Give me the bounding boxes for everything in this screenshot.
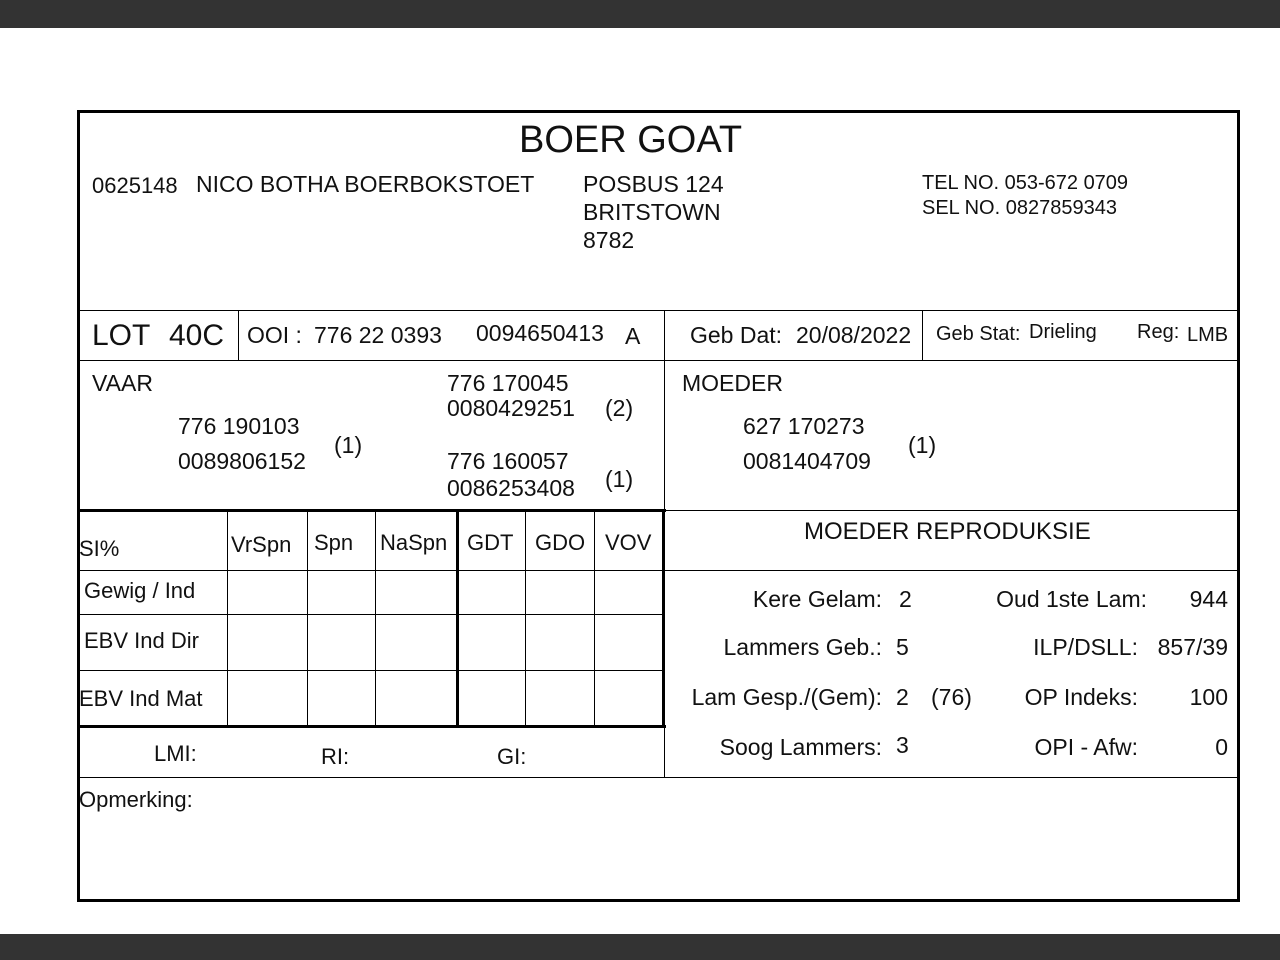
address-line-1: POSBUS 124 <box>583 171 724 197</box>
lam-gesp-label: Lam Gesp./(Gem): <box>691 684 882 710</box>
card-border-left <box>77 110 80 902</box>
breeder-code: 0625148 <box>92 173 178 198</box>
perf-col-header-gdo: GDO <box>535 530 586 555</box>
sire-dam-reg: 0086253408 <box>447 475 575 501</box>
geb-stat-label: Geb Stat: <box>936 323 1021 345</box>
kere-gelam-label: Kere Gelam: <box>752 586 882 612</box>
gi-label: GI: <box>497 744 527 769</box>
tel-number: TEL NO. 053-672 0709 <box>922 172 1129 194</box>
ilp-dsll-label: ILP/DSLL: <box>1033 634 1138 660</box>
vaar-label: VAAR <box>92 370 153 396</box>
sire-mark: (1) <box>334 432 363 458</box>
perf-row-1 <box>77 570 665 571</box>
repro-header-bottom <box>664 570 1240 571</box>
reg-value: LMB <box>1187 324 1229 346</box>
perf-table-mid-thick <box>456 509 459 728</box>
card-title: BOER GOAT <box>519 119 743 161</box>
address-line-2: BRITSTOWN <box>583 199 721 225</box>
lot-number: 40C <box>169 319 225 352</box>
ooi-grade: A <box>625 323 641 349</box>
perf-col-5 <box>525 510 526 727</box>
sire-dam-id: 776 160057 <box>447 448 569 474</box>
perf-col-header-spn: Spn <box>314 530 354 555</box>
dam-reg: 0081404709 <box>743 448 871 474</box>
perf-col-header-vrspn: VrSpn <box>231 532 292 557</box>
lam-gesp-value: 2 <box>896 684 909 710</box>
lammers-geb-value: 5 <box>896 634 909 660</box>
perf-table-bottom <box>77 725 666 728</box>
breeder-name: NICO BOTHA BOERBOKSTOET <box>196 171 535 197</box>
repro-header-top <box>664 510 1240 511</box>
op-indeks-label: OP Indeks: <box>1024 684 1138 710</box>
lot-row-top-line <box>77 310 1240 311</box>
opi-afw-label: OPI - Afw: <box>1034 734 1138 760</box>
perf-row-3 <box>77 670 665 671</box>
perf-col-header-vov: VOV <box>605 530 652 555</box>
opi-afw-value: 0 <box>1215 734 1228 760</box>
perf-col-2 <box>307 510 308 727</box>
perf-col-header-si: SI% <box>79 536 120 561</box>
geb-dat-value: 20/08/2022 <box>796 322 912 348</box>
remarks-label: Opmerking: <box>79 787 193 812</box>
sire-sire-reg: 0080429251 <box>447 395 575 421</box>
op-indeks-value: 100 <box>1189 684 1228 710</box>
sel-number: SEL NO. 0827859343 <box>922 197 1117 219</box>
reg-label: Reg: <box>1137 321 1180 343</box>
perf-row-2 <box>77 614 665 615</box>
sire-id: 776 190103 <box>178 413 300 439</box>
sire-dam-mark: (1) <box>605 466 634 492</box>
lmi-label: LMI: <box>154 741 197 766</box>
dam-id: 627 170273 <box>743 413 865 439</box>
lot-row-bottom-line <box>77 360 1240 361</box>
oud-1ste-lam-label: Oud 1ste Lam: <box>996 586 1147 612</box>
perf-row-label-gewig: Gewig / Ind <box>84 578 196 603</box>
card-border-right <box>1237 110 1240 902</box>
oud-1ste-lam-value: 944 <box>1189 586 1228 612</box>
ooi-id: 776 22 0393 <box>314 322 442 348</box>
perf-row-label-ebv-mat: EBV Ind Mat <box>79 686 203 711</box>
sire-reg: 0089806152 <box>178 448 306 474</box>
ooi-reg: 0094650413 <box>476 320 604 346</box>
card-border-bottom <box>77 899 1240 902</box>
lot-label: LOT <box>92 319 151 352</box>
geb-stat-value: Drieling <box>1029 321 1097 343</box>
perf-table-top <box>77 509 666 512</box>
perf-row-label-ebv-dir: EBV Ind Dir <box>84 628 199 653</box>
sire-sire-id: 776 170045 <box>447 370 569 396</box>
ilp-dsll-value: 857/39 <box>1157 634 1228 660</box>
lot-divider-2 <box>664 310 665 361</box>
perf-col-1 <box>227 510 228 727</box>
card-border-top <box>77 110 1240 113</box>
address-line-3: 8782 <box>583 227 635 253</box>
lot-divider-1 <box>238 310 239 361</box>
perf-col-6 <box>594 510 595 727</box>
indices-bottom-line <box>77 777 1240 778</box>
repro-title: MOEDER REPRODUKSIE <box>804 518 1091 545</box>
perf-col-header-gdt: GDT <box>467 530 514 555</box>
lammers-geb-label: Lammers Geb.: <box>723 634 882 660</box>
perf-col-3 <box>375 510 376 727</box>
soog-lammers-value: 3 <box>896 732 909 758</box>
lot-divider-3 <box>922 310 923 361</box>
moeder-label: MOEDER <box>682 370 783 396</box>
ri-label: RI: <box>321 744 350 769</box>
ooi-label: OOI : <box>247 322 302 348</box>
dam-mark: (1) <box>908 432 937 458</box>
geb-dat-label: Geb Dat: <box>690 322 783 348</box>
sire-sire-mark: (2) <box>605 395 634 421</box>
soog-lammers-label: Soog Lammers: <box>719 734 882 760</box>
perf-col-header-naspn: NaSpn <box>380 530 448 555</box>
perf-table-right <box>662 509 665 728</box>
lam-gesp-gem-value: (76) <box>931 684 972 710</box>
kere-gelam-value: 2 <box>899 586 912 612</box>
